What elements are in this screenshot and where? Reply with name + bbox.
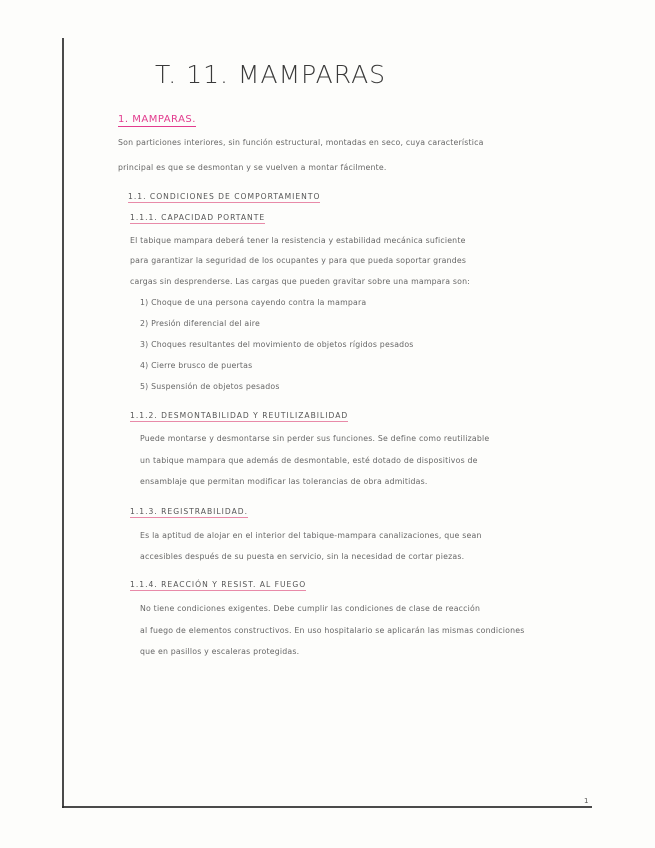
intro-line-1: Son particiones interiores, sin función estructural, montadas en seco, cuya característica — [118, 138, 484, 147]
fuego-line-2: al fuego de elementos constructivos. En uso hospitalario se aplicarán las mismas condiciones — [140, 626, 525, 635]
intro-line-2: principal es que se desmontan y se vuelven a montar fácilmente. — [118, 163, 387, 172]
page-number: 1 — [584, 797, 589, 805]
subsection-heading-registrabilidad: 1.1.3. REGISTRABILIDAD. — [130, 507, 249, 516]
desmontabilidad-line-2: un tabique mampara que además de desmontable, esté dotado de dispositivos de — [140, 456, 478, 465]
section-heading-mamparas: 1. MAMPARAS. — [118, 114, 196, 125]
registrabilidad-line-2: accesibles después de su puesta en servicio, sin la necesidad de cortar piezas. — [140, 552, 465, 561]
capacidad-line-1: El tabique mampara deberá tener la resistencia y estabilidad mecánica suficiente — [130, 236, 466, 245]
page-title: T. 11. MAMPARAS — [155, 60, 387, 89]
carga-item-4: 4) Cierre brusco de puertas — [140, 361, 253, 370]
subsection-heading-fuego: 1.1.4. REACCIÓN Y RESIST. AL FUEGO — [130, 580, 307, 589]
carga-item-2: 2) Presión diferencial del aire — [140, 319, 260, 328]
desmontabilidad-line-1: Puede montarse y desmontarse sin perder sus funciones. Se define como reutilizable — [140, 434, 490, 443]
desmontabilidad-line-3: ensamblaje que permitan modificar las tolerancias de obra admitidas. — [140, 477, 428, 486]
carga-item-1: 1) Choque de una persona cayendo contra la mampara — [140, 298, 367, 307]
subsection-heading-capacidad: 1.1.1. CAPACIDAD PORTANTE — [130, 213, 266, 222]
fuego-line-1: No tiene condiciones exigentes. Debe cumplir las condiciones de clase de reacción — [140, 604, 481, 613]
capacidad-line-3: cargas sin desprenderse. Las cargas que pueden gravitar sobre una mampara son: — [130, 277, 471, 286]
fuego-line-3: que en pasillos y escaleras protegidas. — [140, 647, 300, 656]
subsection-heading-condiciones: 1.1. CONDICIONES DE COMPORTAMIENTO — [128, 192, 321, 201]
page-edge-bottom — [62, 806, 592, 808]
subsection-heading-desmontabilidad: 1.1.2. DESMONTABILIDAD Y REUTILIZABILIDAD — [130, 411, 349, 420]
registrabilidad-line-1: Es la aptitud de alojar en el interior del tabique-mampara canalizaciones, que sean — [140, 531, 482, 540]
carga-item-5: 5) Suspensión de objetos pesados — [140, 382, 280, 391]
carga-item-3: 3) Choques resultantes del movimiento de objetos rígidos pesados — [140, 340, 414, 349]
capacidad-line-2: para garantizar la seguridad de los ocupantes y para que pueda soportar grandes — [130, 256, 467, 265]
page-edge-left — [62, 38, 64, 808]
